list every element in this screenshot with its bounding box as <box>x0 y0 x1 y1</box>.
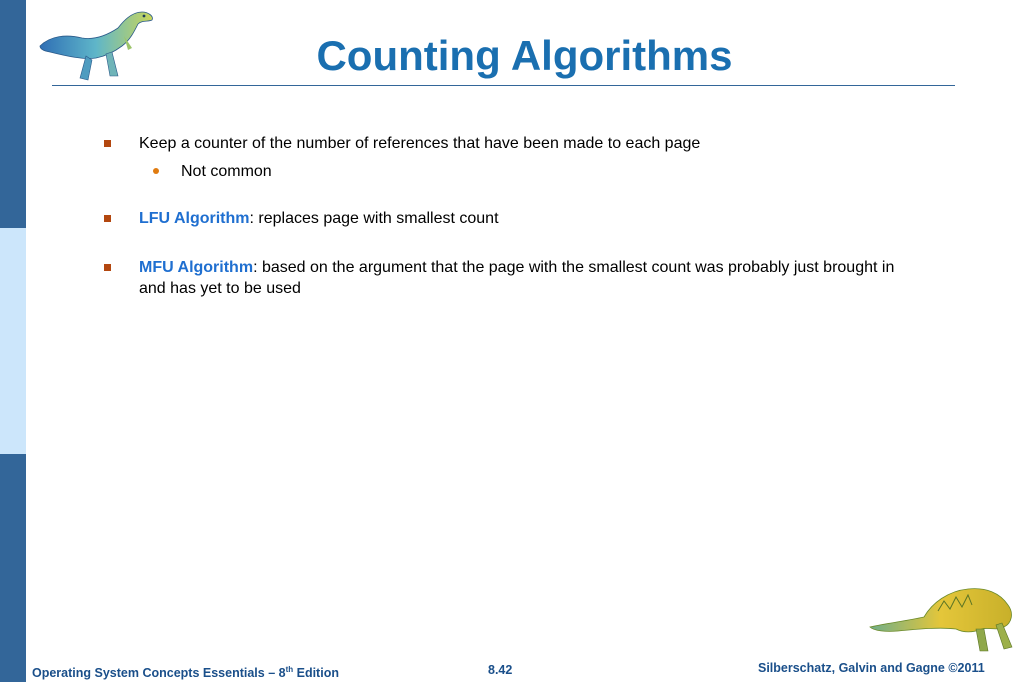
mfu-description: : based on the argument that the page with the smallest count was probably just brought in <box>253 259 895 276</box>
bullet-square-icon <box>104 140 111 147</box>
lfu-keyword: LFU Algorithm <box>139 210 250 227</box>
sub-bullet-text-1: Not common <box>181 163 272 180</box>
page-title: Counting Algorithms <box>316 32 733 79</box>
footer-book-sup: th <box>285 665 294 674</box>
bullet-square-icon <box>104 264 111 271</box>
mfu-keyword: MFU Algorithm <box>139 259 254 276</box>
dinosaur-logo-bottom-icon <box>868 583 1018 657</box>
footer-book-title <box>32 662 339 681</box>
footer-copyright: Silberschatz, Galvin and Gagne ©2011 <box>758 661 985 675</box>
bullet-lfu <box>139 208 499 229</box>
bullet-mfu <box>139 257 894 278</box>
bullet-text-1: Keep a counter of the number of references that have been made to each page <box>139 135 701 152</box>
footer-book-prefix: Operating System Concepts Essentials – 8 <box>32 666 286 680</box>
bullet-square-icon <box>104 215 111 222</box>
footer-book-suffix: Edition <box>293 666 339 680</box>
footer-page-number: 8.42 <box>488 663 513 677</box>
mfu-description-continued: and has yet to be used <box>139 280 301 297</box>
bullet-dot-icon <box>153 168 159 174</box>
lfu-description: : replaces page with smallest count <box>249 210 499 227</box>
